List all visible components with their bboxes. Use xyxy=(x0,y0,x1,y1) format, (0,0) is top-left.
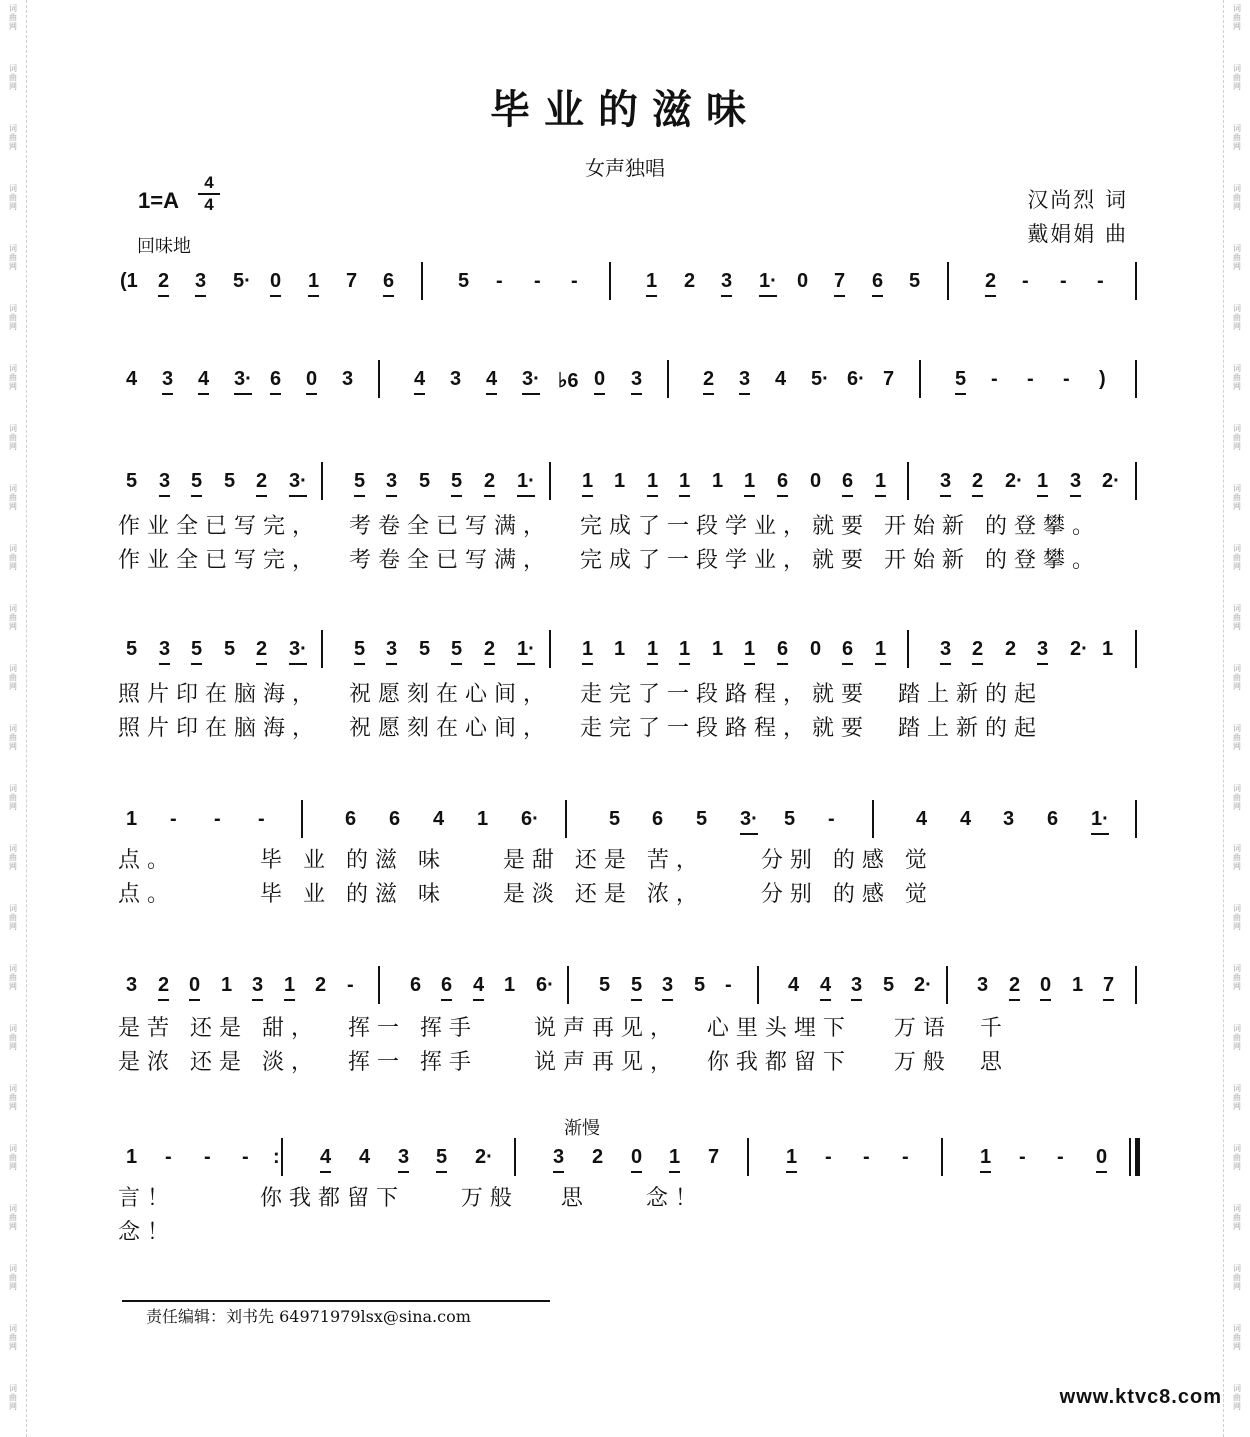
watermark-stamp: 词 曲 网 xyxy=(9,604,17,631)
barline xyxy=(1135,800,1137,838)
note: 1 xyxy=(646,270,657,297)
watermark-stamp: 词 曲 网 xyxy=(1233,604,1241,631)
note: 5· xyxy=(233,270,251,292)
note: 6 xyxy=(270,368,281,395)
note: 3 xyxy=(159,638,170,665)
lyrics-row5-verse1: 点。 毕 业 的滋 味 是甜 还是 苦， 分别 的感 觉 xyxy=(118,848,934,873)
note: 6 xyxy=(441,974,452,1001)
note: 1 xyxy=(1037,470,1048,497)
note: 5 xyxy=(436,1146,447,1173)
lyrics-row7-verse2: 念！ xyxy=(118,1220,177,1245)
note: 2· xyxy=(1005,470,1023,492)
note: 1 xyxy=(679,470,690,497)
note: 1· xyxy=(759,270,777,297)
note: 2· xyxy=(914,974,932,996)
note: 3 xyxy=(631,368,642,395)
barline xyxy=(941,1138,943,1176)
note: 6 xyxy=(777,470,788,497)
note: 2· xyxy=(1102,470,1120,492)
note: 7 xyxy=(708,1146,720,1168)
notation-row-3 xyxy=(0,458,1250,506)
watermark-stamp: 词 曲 网 xyxy=(1233,124,1241,151)
site-logo xyxy=(1060,1386,1222,1409)
lyrics-row7-verse1: 言！ 你我都留下 万般 思 念！ xyxy=(118,1186,704,1211)
note: 1 xyxy=(477,808,489,830)
note: 1 xyxy=(308,270,319,297)
note: 0 xyxy=(1096,1146,1107,1173)
watermark-stamp: 词 曲 网 xyxy=(1233,1024,1241,1051)
watermark-stamp: 词 曲 网 xyxy=(1233,484,1241,511)
note: (1 xyxy=(120,270,138,292)
note: 4 xyxy=(486,368,497,395)
barline xyxy=(1135,360,1137,398)
barline xyxy=(757,966,759,1004)
note: 3 xyxy=(940,470,951,497)
note: - xyxy=(534,270,541,292)
lyrics-row6-verse2: 是浓 还是 淡， 挥一 挥手 说声再见， 你我都留下 万般 思 xyxy=(118,1050,1009,1075)
note: - xyxy=(1060,270,1067,292)
footer-divider xyxy=(122,1300,550,1302)
note: 1 xyxy=(980,1146,991,1173)
note: 4 xyxy=(788,974,800,996)
note: - xyxy=(165,1146,172,1168)
note: 1 xyxy=(582,470,593,497)
note: 0 xyxy=(1040,974,1051,1001)
barline xyxy=(946,966,948,1004)
note: 3 xyxy=(1070,470,1081,497)
note: 3 xyxy=(162,368,173,395)
note: 3 xyxy=(553,1146,564,1173)
note: 2 xyxy=(484,470,495,497)
note: 5· xyxy=(811,368,829,390)
barline xyxy=(549,630,551,668)
note: 7 xyxy=(834,270,845,297)
note: 1 xyxy=(614,470,626,492)
note: 5 xyxy=(631,974,642,1001)
note: 2 xyxy=(158,270,169,297)
note: 6· xyxy=(521,808,539,830)
note: 4 xyxy=(320,1146,331,1173)
note: 2 xyxy=(985,270,996,297)
note: 3· xyxy=(289,470,307,497)
note: 4 xyxy=(433,808,445,830)
watermark-stamp: 词 曲 网 xyxy=(1233,904,1241,931)
watermark-stamp: 词 曲 网 xyxy=(9,904,17,931)
note: 7 xyxy=(346,270,358,292)
barline xyxy=(609,262,611,300)
watermark-stamp: 词 曲 网 xyxy=(1233,304,1241,331)
note: 5 xyxy=(451,638,462,665)
note: 3· xyxy=(740,808,758,835)
watermark-stamp: 词 曲 网 xyxy=(9,1144,17,1171)
barline xyxy=(1135,462,1137,500)
note: - xyxy=(242,1146,249,1168)
note: - xyxy=(214,808,221,830)
watermark-stamp: 词 曲 网 xyxy=(9,784,17,811)
note: 5 xyxy=(451,470,462,497)
watermark-stamp: 词 曲 网 xyxy=(9,244,17,271)
note: 3· xyxy=(289,638,307,665)
note: - xyxy=(170,808,177,830)
note: 3 xyxy=(721,270,732,297)
barline xyxy=(421,262,423,300)
note: - xyxy=(1063,368,1070,390)
note: 1· xyxy=(517,470,535,497)
note: 5 xyxy=(191,470,202,497)
note: 0 xyxy=(270,270,281,297)
note: 1 xyxy=(1072,974,1084,996)
watermark-stamp: 词 曲 网 xyxy=(1233,64,1241,91)
note: - xyxy=(863,1146,870,1168)
watermark-stamp: 词 曲 网 xyxy=(9,484,17,511)
note: 4 xyxy=(473,974,484,1001)
barline xyxy=(1135,966,1137,1004)
lyrics-row5-verse2: 点。 毕 业 的滋 味 是淡 还是 浓， 分别 的感 觉 xyxy=(118,882,934,907)
note: 3 xyxy=(342,368,354,390)
note: 3 xyxy=(386,470,397,497)
note: 5 xyxy=(224,470,236,492)
watermark-stamp: 词 曲 网 xyxy=(9,1204,17,1231)
note: 1 xyxy=(744,638,755,665)
note: 5 xyxy=(354,638,365,665)
note: - xyxy=(991,368,998,390)
lyrics-row4-verse1: 照片印在脑海， 祝愿刻在心间， 走完了一段路程，就要 踏上新的起 xyxy=(118,682,1043,707)
lyrics-row6-verse1: 是苦 还是 甜， 挥一 挥手 说声再见， 心里头埋下 万语 千 xyxy=(118,1016,1009,1041)
barline xyxy=(919,360,921,398)
barline xyxy=(1135,262,1137,300)
barline xyxy=(281,1138,283,1176)
watermark-stamp: 词 曲 网 xyxy=(1233,1204,1241,1231)
note: 2 xyxy=(158,974,169,1001)
note: 2 xyxy=(972,638,983,665)
note: 2 xyxy=(972,470,983,497)
note: ♭6 xyxy=(558,370,579,392)
watermark-stamp: 词 曲 网 xyxy=(9,1024,17,1051)
barline xyxy=(321,630,323,668)
note: 4 xyxy=(775,368,787,390)
note: 6 xyxy=(1047,808,1059,830)
watermark-stamp: 词 曲 网 xyxy=(9,1084,17,1111)
note: 0 xyxy=(631,1146,642,1173)
watermark-stamp: 词 曲 网 xyxy=(1233,964,1241,991)
barline xyxy=(321,462,323,500)
watermark-stamp: 词 曲 网 xyxy=(1233,724,1241,751)
watermark-stamp: 词 曲 网 xyxy=(1233,1144,1241,1171)
watermark-stamp: 词 曲 网 xyxy=(1233,184,1241,211)
note: 1 xyxy=(221,974,233,996)
tempo-marking: 渐慢 xyxy=(564,1118,600,1139)
note: 5 xyxy=(609,808,621,830)
note: 1 xyxy=(875,470,886,497)
song-subtitle: 女声独唱 xyxy=(585,156,665,180)
note: - xyxy=(1057,1146,1064,1168)
watermark-stamp: 词 曲 网 xyxy=(1233,424,1241,451)
note: 5 xyxy=(126,470,138,492)
notation-row-5 xyxy=(0,796,1250,844)
watermark-stamp: 词 曲 网 xyxy=(1233,664,1241,691)
note: 5 xyxy=(784,808,796,830)
note: - xyxy=(825,1146,832,1168)
watermark-stamp: 词 曲 网 xyxy=(1233,1384,1241,1411)
note: 0 xyxy=(189,974,200,1001)
note: 7 xyxy=(1103,974,1114,1001)
note: 5 xyxy=(694,974,706,996)
note: - xyxy=(347,974,354,996)
note: 3 xyxy=(450,368,462,390)
note: 3 xyxy=(662,974,673,1001)
note: 2· xyxy=(475,1146,493,1168)
note: 5 xyxy=(955,368,966,395)
note: 2· xyxy=(1070,638,1088,660)
watermark-stamp: 词 曲 网 xyxy=(9,724,17,751)
watermark-stamp: 词 曲 网 xyxy=(9,664,17,691)
note: 6 xyxy=(389,808,401,830)
note: 5 xyxy=(909,270,921,292)
note: 5 xyxy=(224,638,236,660)
note: 4 xyxy=(820,974,831,1001)
watermark-stamp: 词 曲 网 xyxy=(1233,1084,1241,1111)
note: 4 xyxy=(126,368,138,390)
note: - xyxy=(1019,1146,1026,1168)
note: 5 xyxy=(696,808,708,830)
note: 6 xyxy=(410,974,422,996)
barline xyxy=(1135,1138,1140,1176)
note: 3 xyxy=(851,974,862,1001)
note: 1 xyxy=(504,974,516,996)
note: 4 xyxy=(916,808,928,830)
watermark-stamp: 词 曲 网 xyxy=(1233,1324,1241,1351)
watermark-stamp: 词 曲 网 xyxy=(9,124,17,151)
song-title: 毕业的滋味 xyxy=(490,86,760,133)
note: 5 xyxy=(354,470,365,497)
note: - xyxy=(258,808,265,830)
note: 5 xyxy=(883,974,895,996)
barline xyxy=(947,262,949,300)
watermark-stamp: 词 曲 网 xyxy=(9,364,17,391)
note: 3 xyxy=(126,974,138,996)
note: 2 xyxy=(1005,638,1017,660)
notation-row-2 xyxy=(0,356,1250,404)
barline xyxy=(872,800,874,838)
note: 5 xyxy=(458,270,470,292)
site-logo-text: www.ktvc8.com xyxy=(1059,1386,1222,1408)
note: 4 xyxy=(198,368,209,395)
watermark-stamp: 词 曲 网 xyxy=(1233,844,1241,871)
note: 5 xyxy=(126,638,138,660)
barline xyxy=(1135,630,1137,668)
note: 2 xyxy=(592,1146,604,1168)
barline xyxy=(378,360,380,398)
watermark-stamp: 词 曲 网 xyxy=(9,64,17,91)
note: 0 xyxy=(810,638,822,660)
note: 3 xyxy=(398,1146,409,1173)
note: 1 xyxy=(647,470,658,497)
barline xyxy=(667,360,669,398)
barline xyxy=(378,966,380,1004)
note: 4 xyxy=(960,808,972,830)
note: 2 xyxy=(684,270,696,292)
note: 4 xyxy=(414,368,425,395)
note: 5 xyxy=(419,470,431,492)
barline xyxy=(907,462,909,500)
lyricist-credit: 汉尚烈 词 xyxy=(1027,188,1128,212)
note: 1 xyxy=(744,470,755,497)
note: 3 xyxy=(977,974,989,996)
watermark-stamp: 词 曲 网 xyxy=(9,184,17,211)
barline xyxy=(549,462,551,500)
note: 6 xyxy=(383,270,394,297)
note: - xyxy=(902,1146,909,1168)
note: 3 xyxy=(195,270,206,297)
watermark-stamp: 词 曲 网 xyxy=(1233,244,1241,271)
watermark-stamp: 词 曲 网 xyxy=(1233,364,1241,391)
note: 4 xyxy=(359,1146,371,1168)
note: 6· xyxy=(536,974,554,996)
note: 6 xyxy=(345,808,357,830)
watermark-stamp: 词 曲 网 xyxy=(9,844,17,871)
barline xyxy=(567,966,569,1004)
note: 1 xyxy=(284,974,295,1001)
note: 1 xyxy=(712,638,724,660)
note: - xyxy=(204,1146,211,1168)
watermark-stamp: 词 曲 网 xyxy=(9,4,17,31)
note: 3· xyxy=(234,368,252,395)
watermark-stamp: 词 曲 网 xyxy=(1233,784,1241,811)
barline xyxy=(301,800,303,838)
barline xyxy=(565,800,567,838)
note: 3 xyxy=(739,368,750,395)
note: 6 xyxy=(777,638,788,665)
time-signature-top: 4 xyxy=(204,173,214,192)
note: - xyxy=(1022,270,1029,292)
note: - xyxy=(571,270,578,292)
note: ) xyxy=(1099,368,1106,390)
note: 1 xyxy=(647,638,658,665)
note: - xyxy=(1097,270,1104,292)
note: 1 xyxy=(875,638,886,665)
note: 3 xyxy=(1037,638,1048,665)
note: 5 xyxy=(599,974,611,996)
note: 1 xyxy=(679,638,690,665)
barline xyxy=(514,1138,516,1176)
barline xyxy=(747,1138,749,1176)
note: 5 xyxy=(191,638,202,665)
lyrics-row4-verse2: 照片印在脑海， 祝愿刻在心间， 走完了一段路程，就要 踏上新的起 xyxy=(118,716,1043,741)
watermark-stamp: 词 曲 网 xyxy=(9,1324,17,1351)
footer-editor: 责任编辑：刘书先 64971979lsx@sina.com xyxy=(146,1307,471,1326)
note: 0 xyxy=(594,368,605,395)
note: 3 xyxy=(386,638,397,665)
note: 1 xyxy=(614,638,626,660)
note: 2 xyxy=(256,470,267,497)
note: - xyxy=(828,808,835,830)
watermark-stamp: 词 曲 网 xyxy=(9,544,17,571)
note: 6 xyxy=(842,638,853,665)
note: 0 xyxy=(797,270,809,292)
notation-row-7 xyxy=(0,1134,1250,1182)
note: 6 xyxy=(842,470,853,497)
watermark-stamp: 词 曲 网 xyxy=(1233,4,1241,31)
note: 2 xyxy=(315,974,327,996)
note: 3 xyxy=(252,974,263,1001)
barline xyxy=(907,630,909,668)
time-signature xyxy=(198,174,220,214)
note: 1 xyxy=(1102,638,1114,660)
watermark-stamp: 词 曲 网 xyxy=(9,1264,17,1291)
note: 2 xyxy=(1009,974,1020,1001)
watermark-stamp: 词 曲 网 xyxy=(1233,1264,1241,1291)
composer-credit: 戴娟娟 曲 xyxy=(1027,222,1128,246)
note: 3 xyxy=(159,470,170,497)
note: 7 xyxy=(883,368,895,390)
note: - xyxy=(1027,368,1034,390)
watermark-stamp: 词 曲 网 xyxy=(9,424,17,451)
note: 0 xyxy=(810,470,822,492)
key-signature: 1=A xyxy=(138,188,179,213)
watermark-stamp: 词 曲 网 xyxy=(1233,544,1241,571)
note: - xyxy=(725,974,732,996)
note: 1 xyxy=(582,638,593,665)
note: 0 xyxy=(306,368,317,395)
note: 3· xyxy=(522,368,540,395)
note: 2 xyxy=(703,368,714,395)
note: - xyxy=(496,270,503,292)
note: 2 xyxy=(256,638,267,665)
lyrics-row3-verse2: 作业全已写完， 考卷全已写满， 完成了一段学业，就要 开始新 的登攀。 xyxy=(118,548,1101,573)
note: 1 xyxy=(126,808,138,830)
repeat-colon: : xyxy=(273,1146,280,1168)
mood-marking: 回味地 xyxy=(137,236,191,257)
note: 5 xyxy=(419,638,431,660)
note: 3 xyxy=(1003,808,1015,830)
lyrics-row3-verse1: 作业全已写完， 考卷全已写满， 完成了一段学业，就要 开始新 的登攀。 xyxy=(118,514,1101,539)
note: 1· xyxy=(517,638,535,665)
note: 6 xyxy=(872,270,883,297)
note: 6· xyxy=(847,368,865,390)
note: 3 xyxy=(940,638,951,665)
notation-row-1 xyxy=(0,258,1250,306)
barline xyxy=(1129,1138,1131,1176)
note: 1· xyxy=(1091,808,1109,835)
time-signature-bottom: 4 xyxy=(204,195,214,214)
notation-row-4 xyxy=(0,626,1250,674)
note: 6 xyxy=(652,808,664,830)
watermark-stamp: 词 曲 网 xyxy=(9,964,17,991)
note: 1 xyxy=(126,1146,138,1168)
note: 1 xyxy=(786,1146,797,1173)
note: 2 xyxy=(484,638,495,665)
note: 1 xyxy=(712,470,724,492)
watermark-stamp: 词 曲 网 xyxy=(9,304,17,331)
note: 1 xyxy=(669,1146,680,1173)
notation-row-6 xyxy=(0,962,1250,1010)
watermark-stamp: 词 曲 网 xyxy=(9,1384,17,1411)
